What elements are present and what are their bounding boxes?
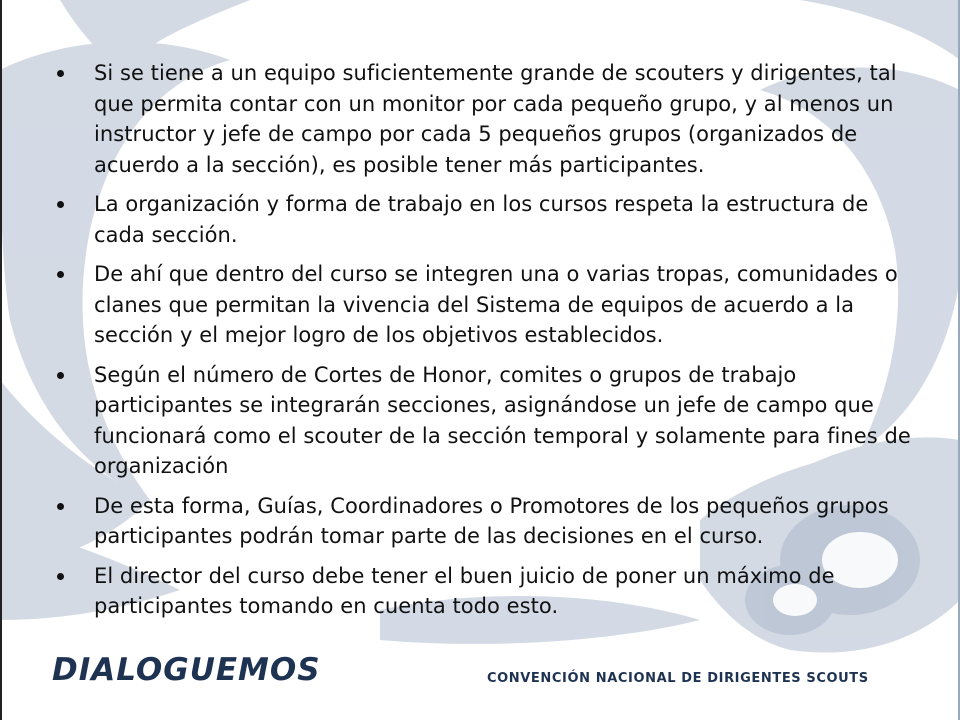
bullet-icon (57, 503, 64, 510)
slide-left-border (0, 0, 2, 720)
bullet-icon (57, 573, 64, 580)
dialoguemos-logo: DIALOGUEMOS (52, 652, 321, 688)
bullet-text: El director del curso debe tener el buen juicio de poner un máximo de participantes tomando en cuenta todo esto. (94, 563, 835, 618)
bullet-text: De ahí que dentro del curso se integren una o varias tropas, comunidades o clanes que permitan la vivencia del Sistema de equipos de acuerdo a la sección y el mejor logro de los objetivos establecidos. (94, 262, 898, 347)
bullet-item (54, 491, 914, 552)
bullet-text: Si se tiene a un equipo suficientemente grande de scouters y dirigentes, tal que permita contar con un monitor por cada pequeño grupo, y al menos un instructor y jefe de campo por cada 5 pequeños grupos (organizados de acuerdo a la sección), es posible tener más participantes. (94, 61, 897, 177)
bullet-item (54, 259, 914, 351)
bullet-text: De esta forma, Guías, Coordinadores o Promotores de los pequeños grupos participantes podrán tomar parte de las decisiones en el curso. (94, 493, 889, 548)
bullet-item (54, 58, 914, 180)
bullet-icon (57, 372, 64, 379)
bullet-item (54, 561, 914, 622)
bullet-icon (57, 70, 64, 77)
convention-tagline: CONVENCIÓN NACIONAL DE DIRIGENTES SCOUTS (487, 671, 869, 686)
bullet-item (54, 189, 914, 250)
bullet-icon (57, 201, 64, 208)
bullet-list-container (54, 58, 914, 631)
bullet-text: La organización y forma de trabajo en los cursos respeta la estructura de cada sección. (94, 192, 869, 247)
bullet-item (54, 360, 914, 482)
bullet-icon (57, 271, 64, 278)
bullet-text: Según el número de Cortes de Honor, comites o grupos de trabajo participantes se integrarán secciones, asignándose un jefe de campo que funcionará como el scouter de la sección temporal y solamente para fines de organización (94, 362, 911, 478)
bullet-list (54, 58, 914, 622)
